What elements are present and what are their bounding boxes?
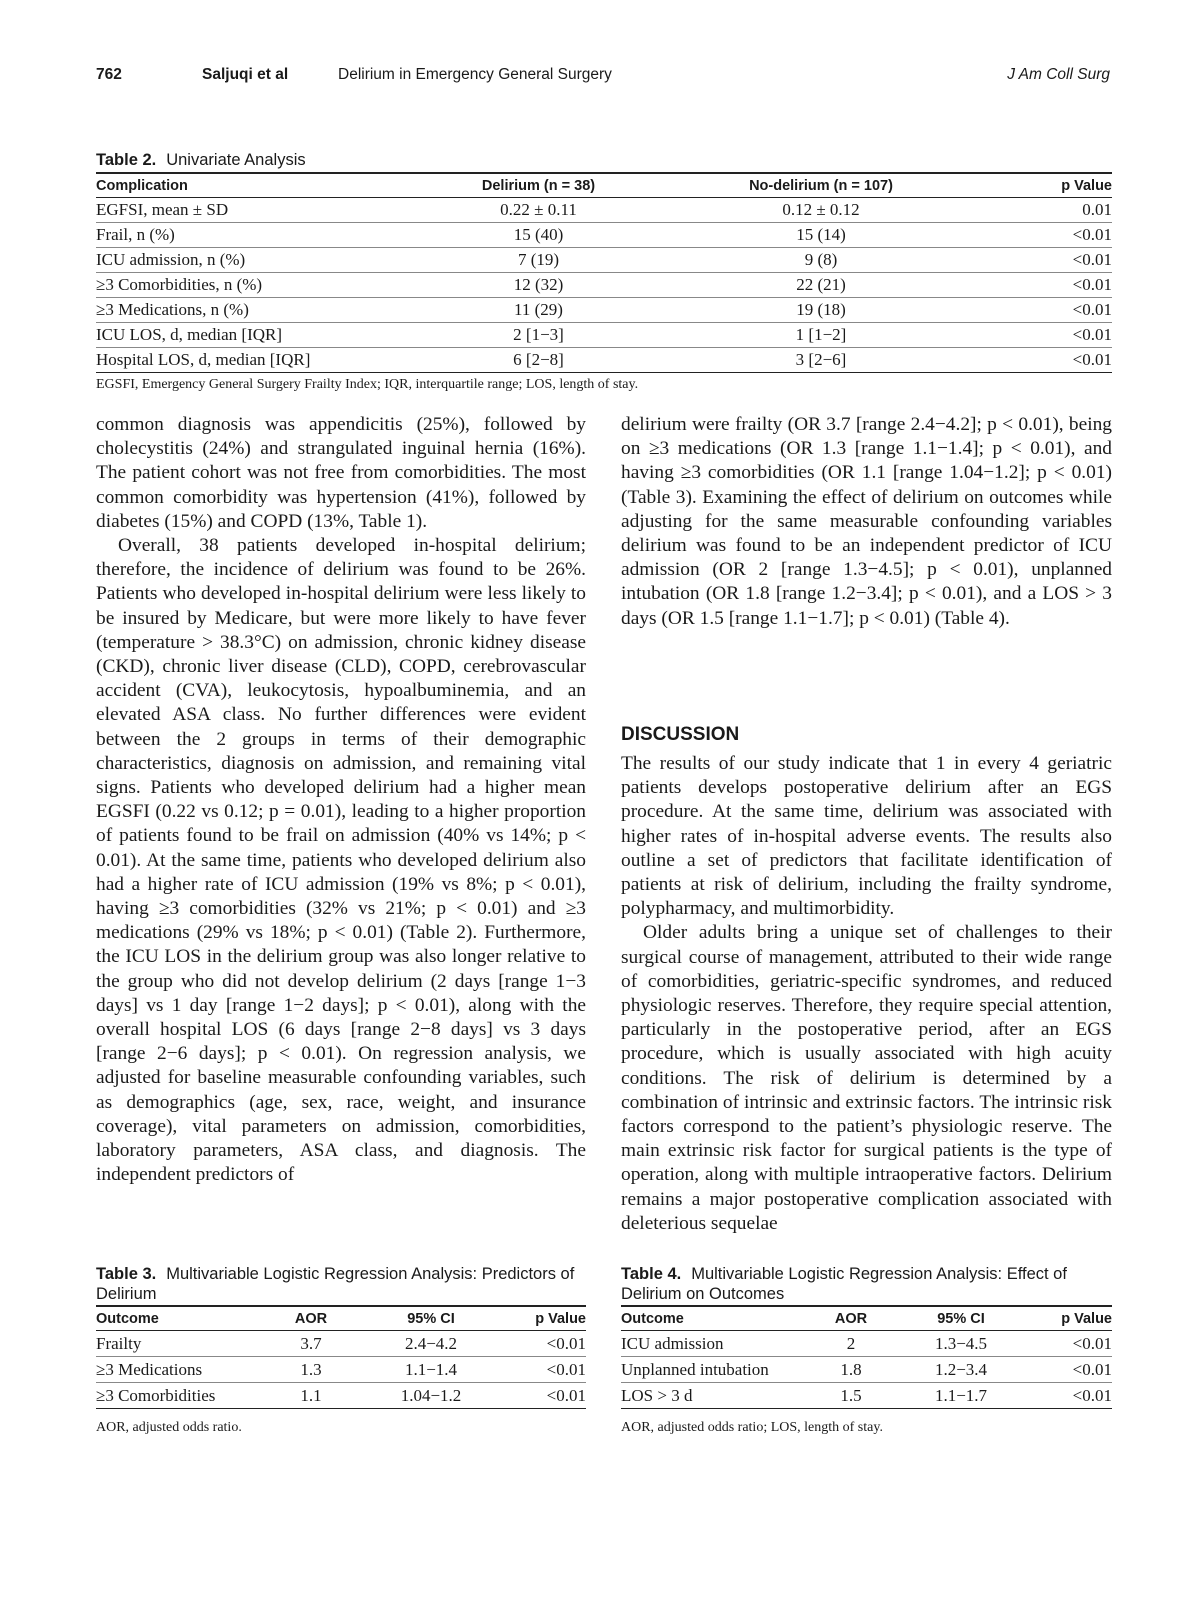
table-row xyxy=(96,223,1112,248)
running-header xyxy=(96,66,1110,90)
table-cell: LOS > 3 d xyxy=(621,1383,811,1409)
table-cell: 11 (29) xyxy=(436,298,641,323)
table-cell: 9 (8) xyxy=(641,248,1001,273)
table-cell: Unplanned intubation xyxy=(621,1357,811,1383)
body-left-column xyxy=(96,413,586,1188)
table2-col-header: Delirium (n = 38) xyxy=(436,173,641,198)
running-title: Delirium in Emergency General Surgery xyxy=(338,66,612,83)
table-cell: 1.3−4.5 xyxy=(891,1331,1031,1357)
table2-footnote: EGSFI, Emergency General Surgery Frailty Index; IQR, interquartile range; LOS, length of stay. xyxy=(96,377,639,392)
table-cell: 0.01 xyxy=(1001,198,1112,223)
table2-header-row xyxy=(96,173,1112,198)
table-cell: Frail, n (%) xyxy=(96,223,436,248)
table-cell: 15 (14) xyxy=(641,223,1001,248)
table4-caption xyxy=(621,1264,1112,1304)
table-cell: <0.01 xyxy=(516,1383,586,1409)
running-authors: Saljuqi et al xyxy=(202,66,289,83)
table4-header-row xyxy=(621,1306,1112,1331)
table-cell: <0.01 xyxy=(1001,348,1112,373)
table3-col-header: Outcome xyxy=(96,1306,276,1331)
table-row xyxy=(96,273,1112,298)
table-cell: ≥3 Medications, n (%) xyxy=(96,298,436,323)
table-row xyxy=(96,198,1112,223)
table2-caption xyxy=(96,150,306,170)
table4-col-header: 95% CI xyxy=(891,1306,1031,1331)
table3-predictors-of-delirium xyxy=(96,1305,586,1409)
table-cell: <0.01 xyxy=(516,1331,586,1357)
table-row xyxy=(621,1331,1112,1357)
table4-col-header: Outcome xyxy=(621,1306,811,1331)
table-cell: 1.8 xyxy=(811,1357,891,1383)
table4-effect-of-delirium-on-outcomes xyxy=(621,1305,1112,1409)
table-cell: 1.1 xyxy=(276,1383,346,1409)
discussion-heading: DISCUSSION xyxy=(621,724,740,745)
body-right-column-discussion xyxy=(621,752,1112,1236)
body-paragraph: delirium were frailty (OR 3.7 [range 2.4−4.2]; p < 0.01), being on ≥3 medications (OR 1.3 [range 1.1−1.4]; p < 0.01), and having ≥3 comorbidities (OR 1.1 [range 1.04−1.2]; p < 0.01) (Table 3). Examining the effect of delirium on outcomes while adjusting for the same measurable confounding variables delirium was found to be an independent predictor of ICU admission (OR 2 [range 1.3−4.5]; p < 0.01), unplanned intubation (OR 1.8 [range 1.2−3.4]; p < 0.01), and a LOS > 3 days (OR 1.5 [range 1.1−1.7]; p < 0.01) (Table 4). xyxy=(621,414,1112,629)
table-cell: 3 [2−6] xyxy=(641,348,1001,373)
table4-label: Table 4. xyxy=(621,1265,682,1283)
page-number: 762 xyxy=(96,66,122,83)
table-cell: 2 xyxy=(811,1331,891,1357)
table-row xyxy=(96,298,1112,323)
table-cell: 1.04−1.2 xyxy=(346,1383,516,1409)
body-paragraph: Overall, 38 patients developed in-hospital delirium; therefore, the incidence of delirium was found to be 26%. Patients who developed in-hospital delirium were less likely to be insured by Medicare, but were more likely to have fever (temperature > 38.3°C) on admission, chronic kidney disease (CKD), chronic liver disease (CLD), COPD, cerebrovascular accident (CVA), leukocytosis, hypoalbuminemia, and an elevated ASA class. No further differences were evident between the 2 groups in terms of their demographic characteristics, diagnosis on admission, and remaining vital signs. Patients who developed delirium had a higher mean EGSFI (0.22 vs 0.12; p = 0.01), leading to a higher proportion of patients found to be frail on admission (40% vs 14%; p < 0.01). At the same time, patients who developed delirium also had a higher rate of ICU admission (19% vs 8%; p < 0.01), having ≥3 comorbidities (32% vs 21%; p < 0.01) and ≥3 medications (29% vs 18%; p < 0.01) (Table 2). Furthermore, the ICU LOS in the delirium group was also longer relative to the group who did not develop delirium (2 days [range 1−3 days] vs 1 day [range 1−2 days]; p < 0.01), along with the overall hospital LOS (6 days [range 2−8 days] vs 3 days [range 2−6 days]; p < 0.01). On regression analysis, we adjusted for baseline measurable confounding variables, such as demographics (age, sex, race, weight, and insurance coverage), vital parameters on admission, comorbidities, laboratory parameters, ASA class, and diagnosis. The independent predictors of xyxy=(96,535,586,1186)
table2-title: Univariate Analysis xyxy=(166,151,306,169)
table-cell: ICU admission xyxy=(621,1331,811,1357)
table-row xyxy=(621,1383,1112,1409)
table3-title: Multivariable Logistic Regression Analysis: Predictors of Delirium xyxy=(96,1265,575,1303)
table-cell: <0.01 xyxy=(516,1357,586,1383)
table-cell: <0.01 xyxy=(1031,1331,1112,1357)
table4-footnote: AOR, adjusted odds ratio; LOS, length of stay. xyxy=(621,1420,883,1435)
table-cell: 3.7 xyxy=(276,1331,346,1357)
table-cell: <0.01 xyxy=(1001,323,1112,348)
table2-label: Table 2. xyxy=(96,151,157,169)
table-cell: 19 (18) xyxy=(641,298,1001,323)
table-cell: 1.1−1.7 xyxy=(891,1383,1031,1409)
table2-col-header: No-delirium (n = 107) xyxy=(641,173,1001,198)
table2-col-header: p Value xyxy=(1001,173,1112,198)
table-cell: 1 [1−2] xyxy=(641,323,1001,348)
table-cell: Hospital LOS, d, median [IQR] xyxy=(96,348,436,373)
table-row xyxy=(96,248,1112,273)
table-cell: ICU admission, n (%) xyxy=(96,248,436,273)
table-cell: 0.22 ± 0.11 xyxy=(436,198,641,223)
table-cell: 22 (21) xyxy=(641,273,1001,298)
table-cell: 0.12 ± 0.12 xyxy=(641,198,1001,223)
table-row xyxy=(96,1331,586,1357)
table-cell: 2.4−4.2 xyxy=(346,1331,516,1357)
table3-label: Table 3. xyxy=(96,1265,157,1283)
table-cell: <0.01 xyxy=(1001,273,1112,298)
table-cell: 7 (19) xyxy=(436,248,641,273)
table3-col-header: AOR xyxy=(276,1306,346,1331)
body-paragraph: Older adults bring a unique set of challenges to their surgical course of management, attributed to their wide range of comorbidities, geriatric-specific syndromes, and reduced physiologic reserves. Therefore, they require special attention, particularly in the postoperative period, after an EGS procedure, which is usually associated with high acuity conditions. The risk of delirium is determined by a combination of intrinsic and extrinsic factors. The intrinsic risk factors correspond to the patient’s physiologic reserve. The main extrinsic risk factor for surgical patients is the type of operation, along with multiple intraoperative factors. Delirium remains a major postoperative complication associated with deleterious sequelae xyxy=(621,922,1112,1234)
table-cell: ≥3 Medications xyxy=(96,1357,276,1383)
table3-caption xyxy=(96,1264,586,1304)
table4-col-header: AOR xyxy=(811,1306,891,1331)
table-cell: <0.01 xyxy=(1001,298,1112,323)
table-cell: <0.01 xyxy=(1001,248,1112,273)
table-cell: ICU LOS, d, median [IQR] xyxy=(96,323,436,348)
table-cell: <0.01 xyxy=(1031,1383,1112,1409)
table-row xyxy=(621,1357,1112,1383)
table-cell: 6 [2−8] xyxy=(436,348,641,373)
table3-header-row xyxy=(96,1306,586,1331)
body-right-column-top xyxy=(621,413,1112,631)
table-cell: 1.5 xyxy=(811,1383,891,1409)
table4-col-header: p Value xyxy=(1031,1306,1112,1331)
body-paragraph: The results of our study indicate that 1 in every 4 geriatric patients develops postoperative delirium after an EGS procedure. At the same time, delirium was associated with higher rates of in-hospital adverse events. The results also outline a set of predictors that facilitate identification of patients at risk of delirium, including the frailty syndrome, polypharmacy, and multimorbidity. xyxy=(621,753,1112,920)
table-cell: 1.1−1.4 xyxy=(346,1357,516,1383)
table4-title: Multivariable Logistic Regression Analysis: Effect of Delirium on Outcomes xyxy=(621,1265,1067,1303)
table-row xyxy=(96,348,1112,373)
table3-footnote: AOR, adjusted odds ratio. xyxy=(96,1420,242,1435)
table-cell: 15 (40) xyxy=(436,223,641,248)
table-cell: <0.01 xyxy=(1001,223,1112,248)
table-cell: 2 [1−3] xyxy=(436,323,641,348)
table-cell: ≥3 Comorbidities xyxy=(96,1383,276,1409)
table-row xyxy=(96,323,1112,348)
table-cell: EGFSI, mean ± SD xyxy=(96,198,436,223)
table3-col-header: p Value xyxy=(516,1306,586,1331)
table2-col-header: Complication xyxy=(96,173,436,198)
table-row xyxy=(96,1357,586,1383)
table2-univariate-analysis xyxy=(96,172,1112,373)
table-cell: 12 (32) xyxy=(436,273,641,298)
journal-name: J Am Coll Surg xyxy=(1007,66,1110,83)
table-cell: 1.2−3.4 xyxy=(891,1357,1031,1383)
table3-col-header: 95% CI xyxy=(346,1306,516,1331)
table-cell: <0.01 xyxy=(1031,1357,1112,1383)
body-paragraph: common diagnosis was appendicitis (25%), followed by cholecystitis (24%) and strangulated inguinal hernia (16%). The patient cohort was not free from comorbidities. The most common comorbidity was hypertension (41%), followed by diabetes (15%) and COPD (13%, Table 1). xyxy=(96,414,586,532)
table-cell: 1.3 xyxy=(276,1357,346,1383)
table-cell: Frailty xyxy=(96,1331,276,1357)
table-row xyxy=(96,1383,586,1409)
table-cell: ≥3 Comorbidities, n (%) xyxy=(96,273,436,298)
